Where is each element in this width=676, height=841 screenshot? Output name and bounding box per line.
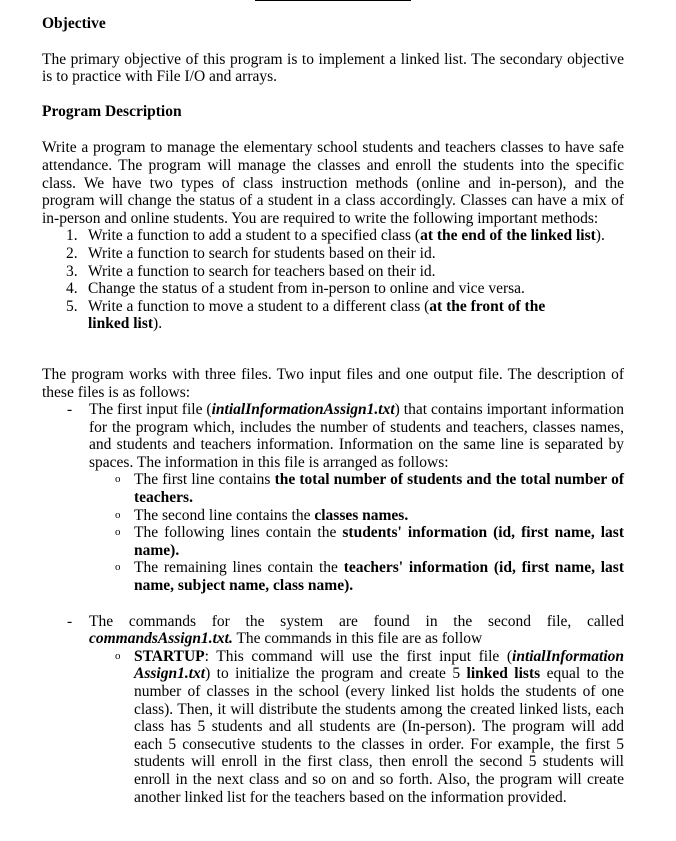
structure-item-2: o The second line contains the classes names. <box>115 506 409 524</box>
method-item-4: 4. Change the status of a student from in-person to online and vice versa. <box>66 280 525 298</box>
description-intro: Write a program to manage the elementary school students and teachers classes to have safe attendance. The program will manage the classes and enroll the students into the specific class. We have two types of class instruction methods (online and in-person), and the program will change the status of a student in a class accordingly. Classes can have a mix of in-person and online students. You are required to write the following important methods: <box>42 139 624 227</box>
commands-filename: commandsAssign1.txt. <box>89 630 233 648</box>
first-input-file-item: - The first input file (intialInformationAssign1.txt) that contains important information for the program which, includes the number of students and teachers, classes names, and students and teachers information. Information on the same line is separated by spaces. The information in this file is arranged as follows: <box>67 401 624 471</box>
structure-item-3: o The following lines contain the students' information (id, first name, last name). <box>115 524 624 559</box>
method-item-2: 2. Write a function to search for students based on their id. <box>66 244 436 262</box>
objective-heading: Objective <box>42 15 106 32</box>
files-intro: The program works with three files. Two input files and one output file. The description of these files is as follows: <box>42 365 624 401</box>
startup-label: STARTUP <box>134 647 205 665</box>
startup-command-item: o STARTUP: This command will use the first input file (intialInformation Assign1.txt) to initialize the program and create 5 linked lists equal to the number of classes in the school (every linked list holds the students of one class). Then, it will distribute the students among the created linked lists, each class has 5 students and all students are (In-person). The program will add each 5 consecutive students to the classes in order. For example, the first 5 students will enroll in the first class, then enroll the second 5 students will enroll in the next class and so on and so forth. Also, the program will create another linked list for the teachers based on the information provided. <box>115 647 624 806</box>
method-item-3: 3. Write a function to search for teachers based on their id. <box>66 262 436 280</box>
first-file-structure-list <box>42 471 624 594</box>
method-item-1: 1. Write a function to add a student to a specified class (at the end of the linked list). <box>66 227 605 245</box>
first-input-filename: intialInformationAssign1.txt <box>211 401 395 419</box>
program-description-heading: Program Description <box>42 102 182 120</box>
second-input-file-item: - The commands for the system are found in the second file, called commandsAssign1.txt. The commands in this file are as follow <box>67 612 624 648</box>
method-item-5: 5. Write a function to move a student to a different class (at the front of the linked list). <box>66 297 546 333</box>
methods-list <box>42 227 624 333</box>
document-page <box>42 15 624 806</box>
header-rule <box>255 0 411 1</box>
structure-item-1: o The first line contains the total number of students and the total number of teachers. <box>115 471 624 507</box>
commands-list <box>42 648 624 806</box>
objective-text: The primary objective of this program is to implement a linked list. The secondary objective is to practice with File I/O and arrays. <box>42 50 624 86</box>
structure-item-4: o The remaining lines contain the teachers' information (id, first name, last name, subject name, class name). <box>115 559 624 595</box>
